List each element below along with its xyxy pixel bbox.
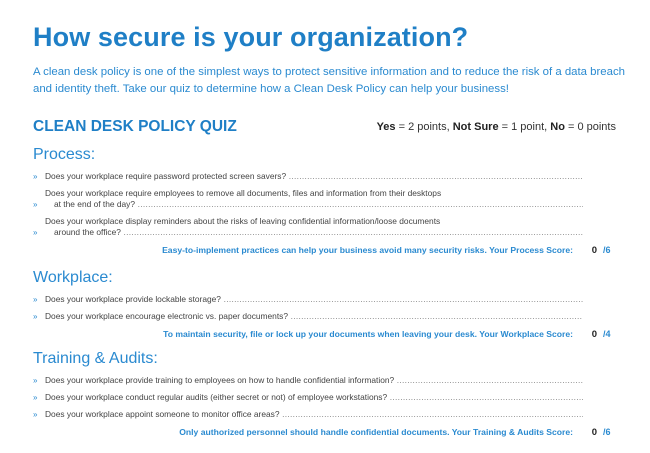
quiz-title: CLEAN DESK POLICY QUIZ <box>33 118 237 135</box>
process-question-3 <box>33 216 623 238</box>
workplace-question-1 <box>33 294 623 305</box>
workplace-score-max: /4 <box>603 329 611 339</box>
training-section-title: Training & Audits: <box>33 350 158 367</box>
legend-notsure-label: Not Sure <box>452 121 499 133</box>
question-text-continued: around the office? ..... <box>45 227 583 238</box>
legend-notsure-text: = 1 point, <box>498 121 551 133</box>
workplace-section-title: Workplace: <box>33 269 113 286</box>
legend-no-text: = 0 points <box>564 121 616 133</box>
training-question-3 <box>33 409 623 420</box>
process-score-max: /6 <box>603 245 611 255</box>
training-score-label: Only authorized personnel should handle confidential documents. Your Training & Audits Score: <box>179 427 573 437</box>
process-score-value[interactable]: 0 <box>591 245 597 256</box>
question-text: Does your workplace encourage electronic vs. paper documents? ..... <box>45 311 583 322</box>
bullet-icon: » <box>33 410 38 419</box>
training-question-1 <box>33 375 623 386</box>
process-score-row <box>33 245 623 256</box>
workplace-score-row <box>33 329 623 340</box>
training-score-value[interactable]: 0 <box>591 427 597 438</box>
process-question-2 <box>33 188 623 210</box>
training-score-max: /6 <box>603 427 611 437</box>
training-question-2 <box>33 392 623 403</box>
question-text: Does your workplace provide training to employees on how to handle confidential information? ..... <box>45 375 583 386</box>
legend-yes-text: = 2 points, <box>395 121 453 133</box>
question-text: Does your workplace conduct regular audits (either secret or not) of employee workstations? ..... <box>45 392 583 403</box>
scoring-legend <box>377 121 616 133</box>
question-text: Does your workplace provide lockable storage? ..... <box>45 294 583 305</box>
training-section <box>33 349 623 438</box>
process-score-label: Easy-to-implement practices can help your business avoid many security risks. Your Process Score: <box>162 245 573 255</box>
bullet-icon: » <box>33 393 38 402</box>
legend-no-label: No <box>550 121 565 133</box>
workplace-score-label: To maintain security, file or lock up your documents when leaving your desk. Your Workplace Score: <box>163 329 573 339</box>
bullet-icon: » <box>33 200 38 209</box>
process-section-title: Process: <box>33 146 96 163</box>
process-section <box>33 145 623 256</box>
question-text: Does your workplace display reminders about the risks of leaving confidential information/loose documents <box>45 216 441 226</box>
page-title: How secure is your organization? <box>33 22 469 52</box>
legend-yes-label: Yes <box>376 121 396 133</box>
question-text: Does your workplace require employees to remove all documents, files and information from their desktops <box>45 188 442 198</box>
intro-text: A clean desk policy is one of the simplest ways to protect sensitive information and to reduce the risk of a data breach and identity theft. Take our quiz to determine how a Clean Desk Policy can help your business! <box>33 66 625 95</box>
bullet-icon: » <box>33 376 38 385</box>
question-text-continued: at the end of the day? ..... <box>45 199 583 210</box>
bullet-icon: » <box>33 312 38 321</box>
bullet-icon: » <box>33 228 38 237</box>
process-question-1 <box>33 171 623 182</box>
workplace-score-value[interactable]: 0 <box>591 329 597 340</box>
question-text: Does your workplace require password protected screen savers? ..... <box>45 171 583 182</box>
bullet-icon: » <box>33 172 38 181</box>
training-score-row <box>33 427 623 438</box>
bullet-icon: » <box>33 295 38 304</box>
workplace-question-2 <box>33 311 623 322</box>
workplace-section <box>33 268 623 340</box>
question-text: Does your workplace appoint someone to monitor office areas? ..... <box>45 409 583 420</box>
